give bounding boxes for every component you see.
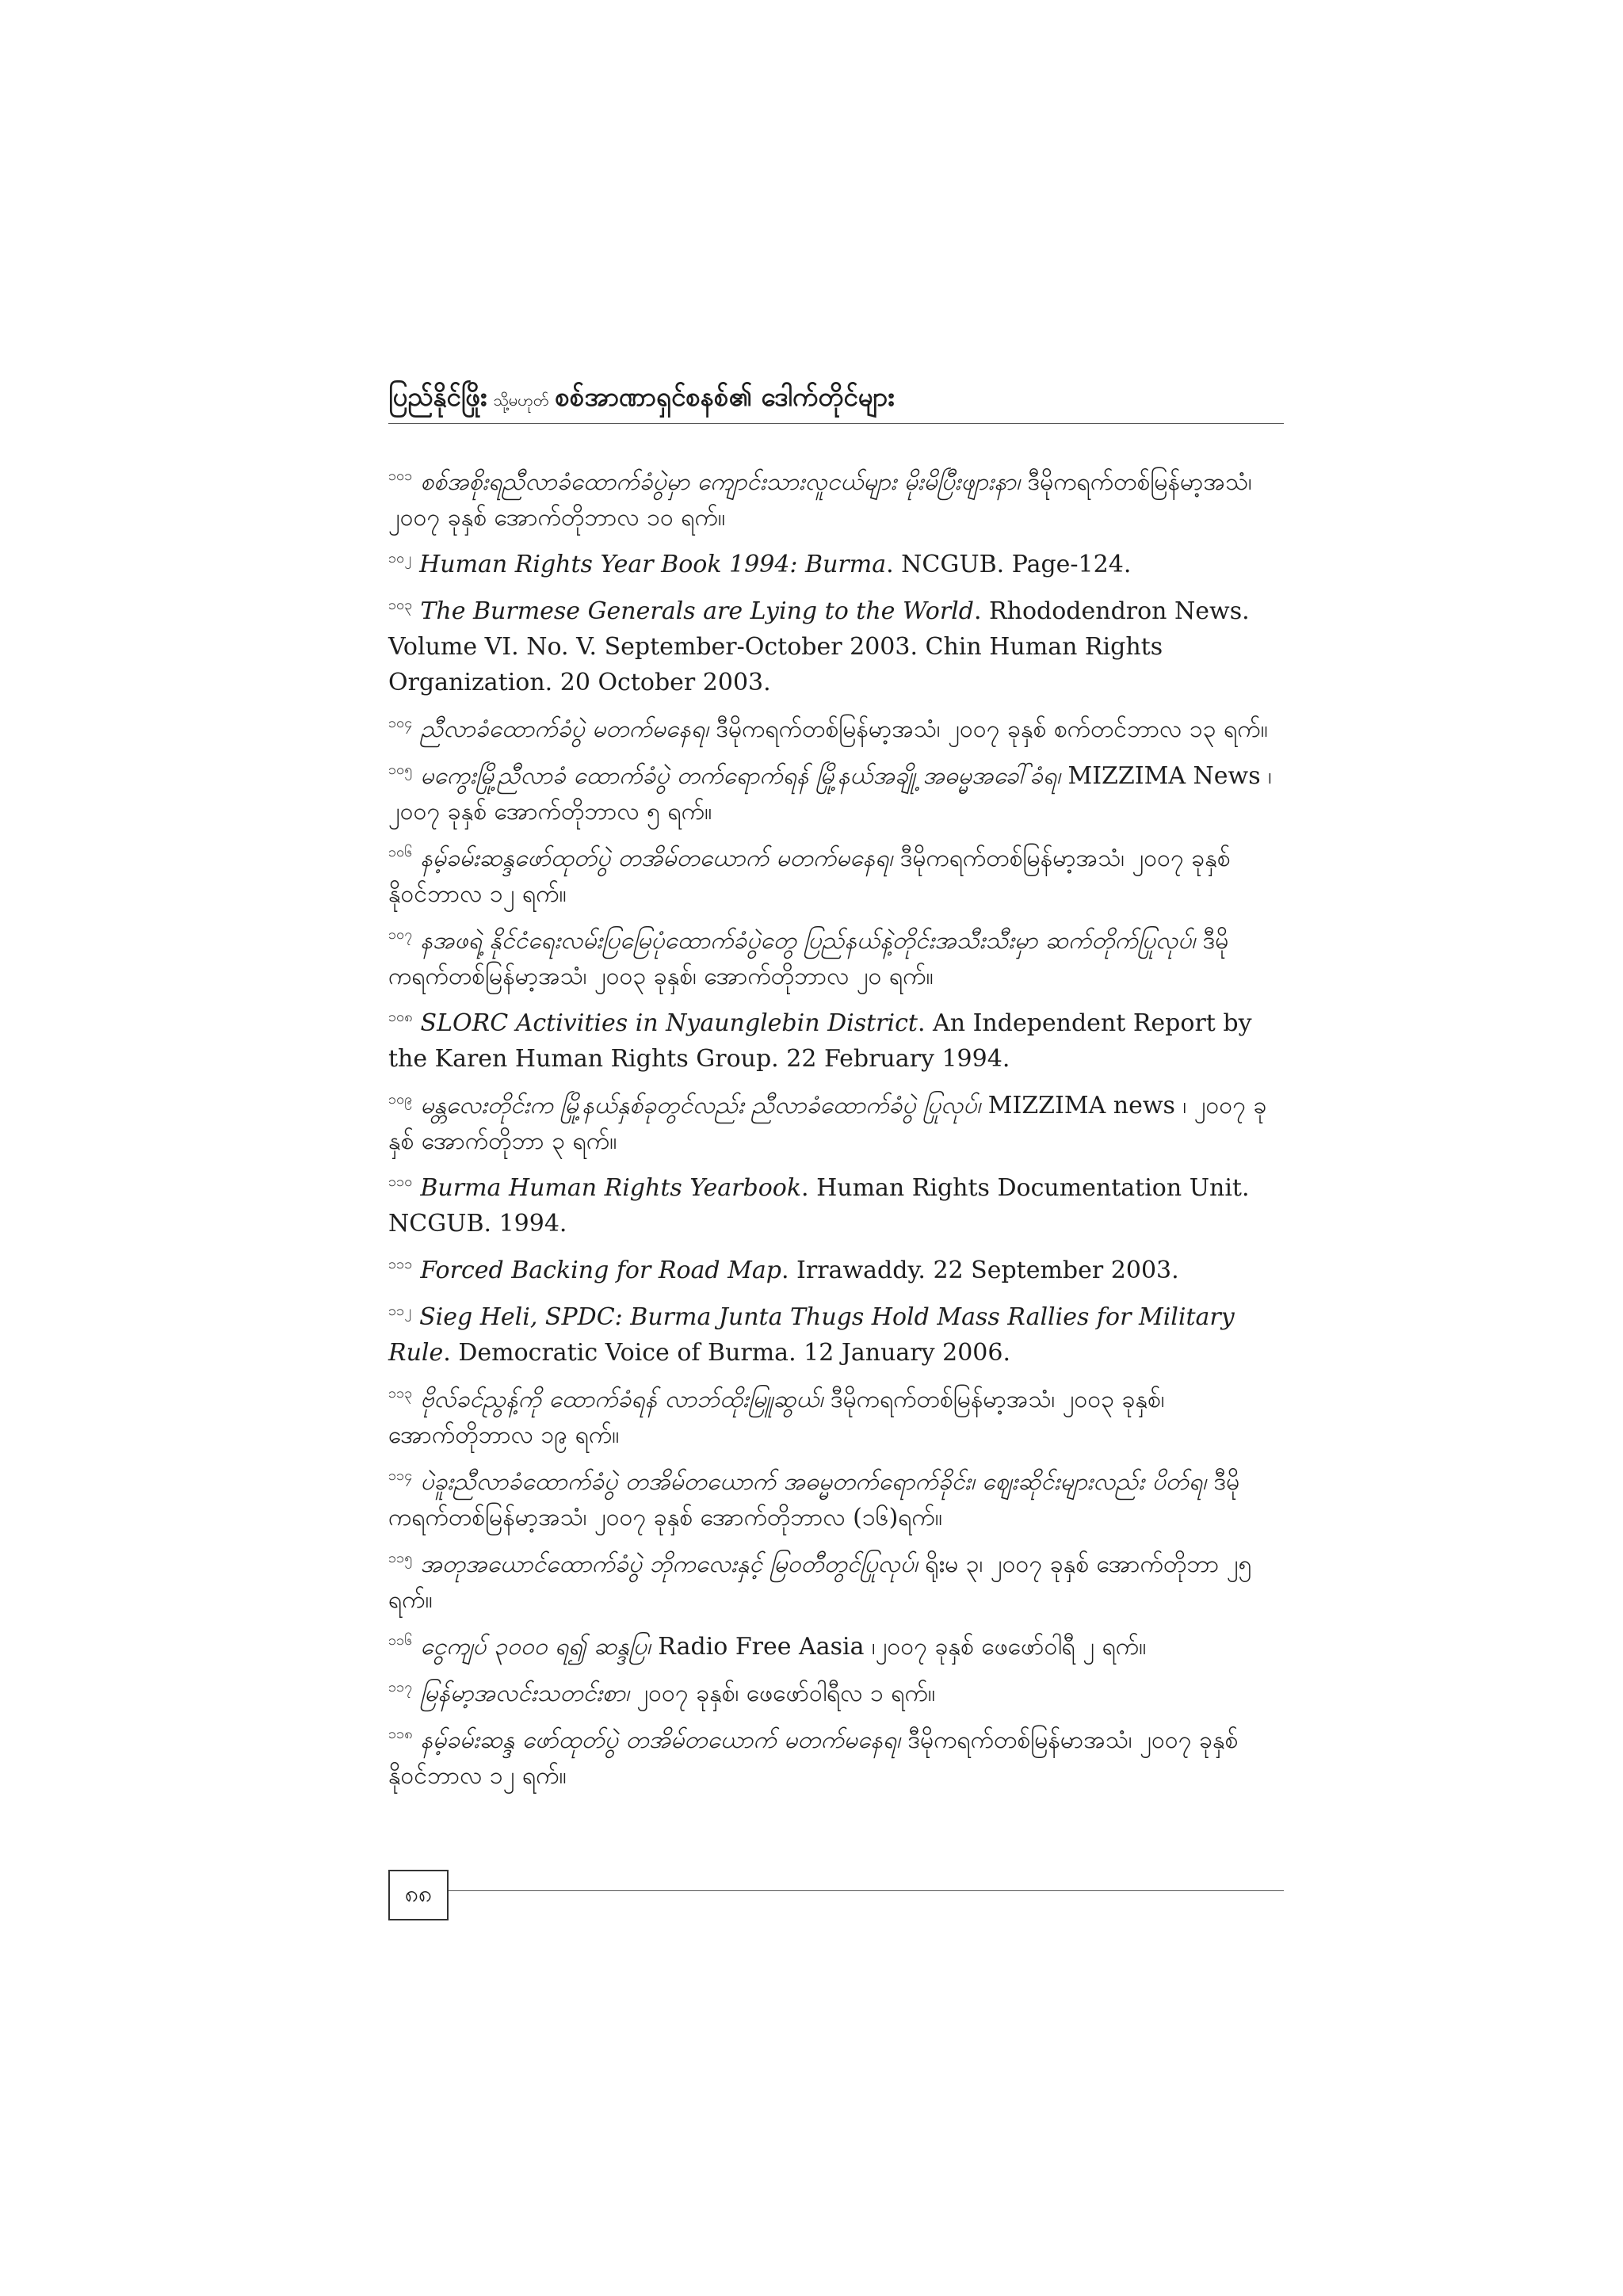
endnote-item [388, 834, 1284, 912]
book-title [388, 379, 1284, 418]
endnote-title: အတုအယောင်ထောက်ခံပွဲ ဘိုကလေးနှင့် မြဝတီတွင်ပြုလုပ်၊ [420, 1550, 918, 1578]
endnote-source: . Rhododendron News. Volume VI. No. V. September-October 2003. Chin Human Rights Organization. 20 October 2003. [388, 597, 1250, 696]
endnote-source: Radio Free Aasia ၊၂၀၀၇ ခုနှစ် ဖေဖော်ဝါရီ ၂ ရက်။ [650, 1633, 1147, 1661]
endnote-number: ၁၁၂ [388, 1302, 412, 1319]
endnote-title: Human Rights Year Book 1994: Burma [419, 551, 887, 578]
endnote-item [388, 999, 1284, 1077]
endnote-source: . Human Rights Documentation Unit. NCGUB. 1994. [388, 1174, 1250, 1238]
endnote-source: ဒီမိုကရက်တစ်မြန်မာ့အသံ၊ ၂၀၀၇ ခုနှစ် အောက်တိုဘာလ (၁၆)ရက်။ [388, 1468, 1240, 1531]
endnote-title: Burma Human Rights Yearbook [420, 1174, 802, 1202]
endnote-item [388, 1081, 1284, 1159]
endnote-number: ၁၀၉ [388, 1091, 413, 1108]
endnote-item [388, 1669, 1284, 1711]
endnote-source: . Democratic Voice of Burma. 12 January 2006. [443, 1339, 1011, 1367]
page-number: ၈၈ [404, 1879, 433, 1908]
endnote-item [388, 1164, 1284, 1241]
endnote-number: ၁၁၆ [388, 1632, 413, 1649]
endnote-item [388, 1375, 1284, 1453]
endnote-source: MIZZIMA news ၊ ၂၀၀၇ ခုနှစ် အောက်တိုဘာ ၃ ရက်။ [388, 1092, 1267, 1155]
endnote-title: ဗိုလ်ခင်ညွန့်ကို ထောက်ခံရန် လာဘ်ထိုးမြူဆွယ်၊ [420, 1386, 823, 1413]
endnote-source: ရိုးမ ၃၊ ၂၀၀၇ ခုနှစ် အောက်တိုဘာ ၂၅ ရက်။ [388, 1550, 1252, 1614]
endnote-item [388, 705, 1284, 747]
endnote-source: ဒီမိုကရက်တစ်မြန်မာ့အသံ၊ ၂၀၀၃ ခုနှစ်၊ အောက်တိုဘာလ ၂၀ ရက်။ [388, 927, 1229, 990]
endnote-item [388, 1623, 1284, 1665]
endnote-number: ၁၀၃ [388, 597, 413, 613]
endnote-source: MIZZIMA News ၊ ၂၀၀၇ ခုနှစ် အောက်တိုဘာလ ၅ ရက်။ [388, 762, 1272, 826]
endnote-number: ၁၁၄ [388, 1467, 413, 1484]
endnote-title: ပဲခူးညီလာခံထောက်ခံပွဲ တအိမ်တယောက် အဓမ္မတက်ရောက်ခိုင်း၊ ဈေးဆိုင်းများလည်း ပိတ်ရ၊ [420, 1468, 1206, 1496]
endnote-item [388, 1293, 1284, 1371]
title-part-2: စစ်အာဏာရှင်စနစ်၏ ဒေါက်တိုင်များ [555, 381, 895, 412]
endnote-title: ငွေကျပ် ၃၀၀၀ ရ၍ ဆန္ဒပြ၊ [420, 1633, 651, 1661]
endnote-number: ၁၀၂ [388, 550, 412, 566]
endnote-title: Forced Backing for Road Map [420, 1257, 781, 1284]
endnote-item [388, 587, 1284, 700]
endnote-title: နအဖရဲ့ နိုင်ငံရေးလမ်းပြမြေပုံထောက်ခံပွဲတွေ ပြည်နယ်နဲ့တိုင်းအသီးသီးမှာ ဆက်တိုက်ပြုလုပ်၊ [420, 927, 1196, 955]
endnote-source: . NCGUB. Page-124. [886, 551, 1132, 578]
endnote-number: ၁၀၇ [388, 926, 413, 943]
endnote-title: မန္တလေးတိုင်းက မြို့နယ်နှစ်ခုတွင်လည်း ညီလာခံထောက်ခံပွဲ ပြုလုပ်၊ [420, 1092, 981, 1119]
endnote-item [388, 1458, 1284, 1535]
endnote-title: SLORC Activities in Nyaunglebin District [420, 1009, 918, 1037]
endnote-source: ဒီမိုကရက်တစ်မြန်မာ့အသံ၊ ၂၀၀၇ ခုနှစ် အောက်တိုဘာလ ၁၀ ရက်။ [388, 468, 1252, 532]
endnote-source: . An Independent Report by the Karen Human Rights Group. 22 February 1994. [388, 1009, 1252, 1073]
endnote-number: ၁၀၈ [388, 1009, 413, 1025]
page-number-box [388, 1870, 449, 1920]
endnotes-list [388, 458, 1284, 1798]
title-part-1: ပြည်နိုင်ဖြိုး [388, 381, 487, 412]
endnote-number: ၁၁၇ [388, 1679, 413, 1695]
endnote-number: ၁၁၈ [388, 1726, 413, 1742]
endnote-item [388, 540, 1284, 582]
header-divider [388, 423, 1284, 424]
endnote-number: ၁၀၁ [388, 467, 413, 484]
endnote-title: The Burmese Generals are Lying to the World [420, 597, 974, 625]
endnote-item [388, 458, 1284, 536]
endnote-source: ဒီမိုကရက်တစ်မြန်မာ့အသံ၊ ၂၀၀၇ ခုနှစ် စက်တင်ဘာလ ၁၃ ရက်။ [708, 715, 1268, 743]
endnote-source: ဒီမိုကရက်တစ်မြန်မာ့အသံ၊ ၂၀၀၃ ခုနှစ်၊ အောက်တိုဘာလ ၁၉ ရက်။ [388, 1386, 1165, 1449]
endnote-source: ဒီမိုကရက်တစ်မြန်မာ့အသံ၊ ၂၀၀၇ ခုနှစ် နိုဝင်ဘာလ ၁၂ ရက်။ [388, 845, 1231, 908]
endnote-item [388, 752, 1284, 830]
endnote-title: နမ့်ခမ်းဆန္ဒ ဖော်ထုတ်ပွဲ တအိမ်တယောက် မတက်မနေရ၊ [420, 1726, 900, 1754]
endnote-source: ၂၀၀၇ ခုနှစ်၊ ဖေဖော်ဝါရီလ ၁ ရက်။ [628, 1680, 936, 1707]
endnote-number: ၁၁၃ [388, 1385, 413, 1402]
endnote-title: နမ့်ခမ်းဆန္ဒဖော်ထုတ်ပွဲ တအိမ်တယောက် မတက်မနေရ၊ [420, 845, 893, 872]
running-header [388, 379, 1284, 418]
endnote-source: ဒီမိုကရက်တစ်မြန်မာအသံ၊ ၂၀၀၇ ခုနှစ် နိုဝင်ဘာလ ၁၂ ရက်။ [388, 1726, 1239, 1790]
endnote-title: မကွေးမြို့ညီလာခံ ထောက်ခံပွဲ တက်ရောက်ရန် မြို့နယ်အချို့ အဓမ္မအခေါ်ခံရ၊ [420, 762, 1060, 790]
endnote-item [388, 917, 1284, 994]
endnote-title: Sieg Heli, SPDC: Burma Junta Thugs Hold Mass Rallies for Military Rule [388, 1303, 1235, 1367]
title-conjunction: သို့မဟုတ် [493, 391, 549, 410]
endnote-item [388, 1246, 1284, 1288]
endnote-number: ၁၁၁ [388, 1256, 413, 1272]
endnote-title: မြန်မာ့အလင်းသတင်းစာ၊ [420, 1680, 629, 1707]
endnote-item [388, 1716, 1284, 1794]
footer-divider [448, 1890, 1284, 1891]
endnote-number: ၁၁၀ [388, 1173, 413, 1190]
endnote-number: ၁၁၅ [388, 1550, 413, 1566]
endnote-title: ညီလာခံထောက်ခံပွဲ မတက်မနေရ၊ [420, 715, 708, 743]
endnote-number: ၁၀၅ [388, 761, 413, 778]
endnote-number: ၁၀၆ [388, 844, 413, 860]
endnote-item [388, 1540, 1284, 1618]
endnote-source: . Irrawaddy. 22 September 2003. [781, 1257, 1179, 1284]
endnote-title: စစ်အစိုးရညီလာခံထောက်ခံပွဲမှာ ကျောင်းသားလူငယ်များ မိုးမိပြီးဖျားနာ၊ [420, 468, 1020, 496]
endnote-number: ၁၀၄ [388, 715, 413, 731]
